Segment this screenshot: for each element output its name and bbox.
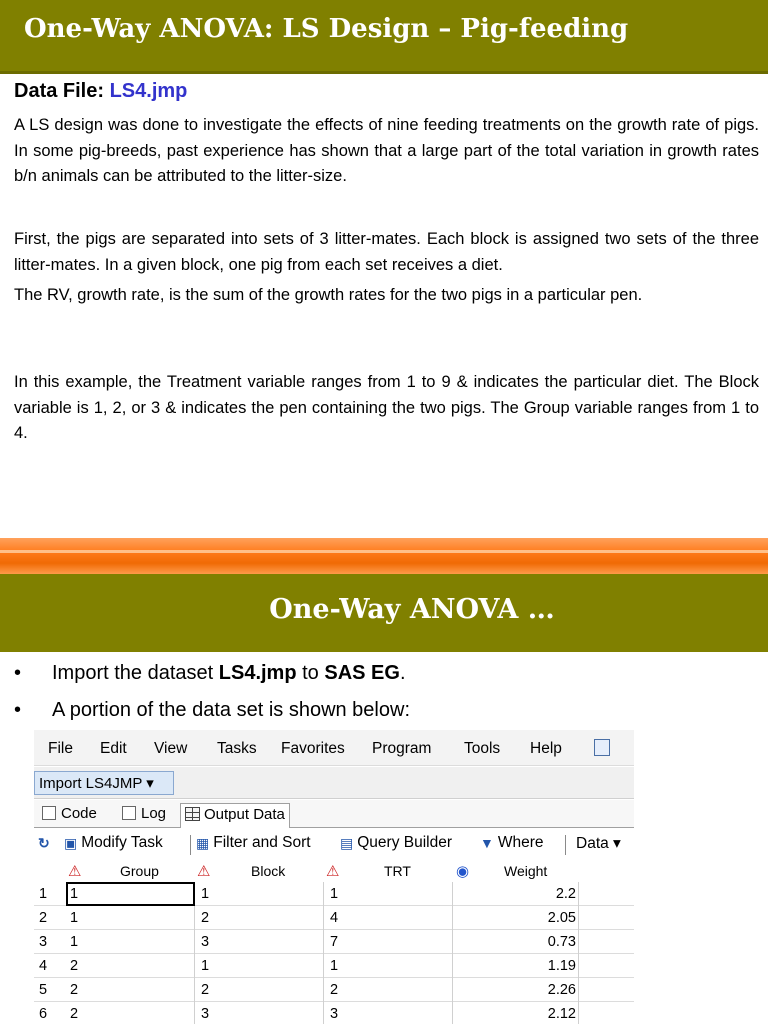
funnel-icon: ▼ [480, 835, 494, 851]
cell-trt[interactable]: 4 [324, 906, 453, 930]
row-number: 5 [39, 982, 48, 998]
paragraph-rv: The RV, growth rate, is the sum of the growth rates for the two pigs in a particular pen. [14, 286, 643, 304]
import-task-button[interactable]: Import LS4JMP ▾ [34, 771, 174, 795]
toolbar-separator [565, 835, 566, 855]
cell-group[interactable]: 1 [66, 906, 195, 930]
tab-output-data[interactable]: Output Data [180, 803, 290, 828]
cell-weight[interactable]: 2.12 [453, 1002, 579, 1024]
output-data-icon [185, 807, 200, 821]
menu-program[interactable]: Program [372, 740, 432, 757]
table-row [34, 906, 634, 930]
table-row [34, 954, 634, 978]
cell-block[interactable]: 2 [195, 978, 324, 1002]
clipboard-icon[interactable] [594, 739, 610, 756]
row-number: 2 [39, 910, 48, 926]
bullet-import: • Import the dataset LS4.jmp to SAS EG. [14, 662, 406, 684]
refresh-icon: ↻ [38, 835, 50, 851]
cell-group[interactable]: 1 [66, 882, 195, 906]
numeric-column-icon: ◉ [456, 863, 470, 880]
cell-trt[interactable]: 1 [324, 954, 453, 978]
bullet-dot: • [14, 699, 22, 721]
cell-block[interactable]: 1 [195, 954, 324, 978]
row-number: 4 [39, 958, 48, 974]
menu-help[interactable]: Help [530, 740, 562, 757]
cell-block[interactable]: 3 [195, 1002, 324, 1024]
cell-weight[interactable]: 1.19 [453, 954, 579, 978]
cell-weight[interactable]: 2.2 [453, 882, 579, 906]
cell-group[interactable]: 2 [66, 1002, 195, 1024]
character-column-icon: ⚠ [197, 863, 211, 880]
menu-edit[interactable]: Edit [100, 740, 127, 757]
slide-divider [0, 538, 768, 574]
data-menu-button[interactable]: Data ▾ [576, 835, 621, 852]
menu-file[interactable]: File [48, 740, 73, 757]
code-icon [42, 806, 56, 820]
cell-block[interactable]: 1 [195, 882, 324, 906]
row-number: 6 [39, 1006, 48, 1022]
cell-group[interactable]: 2 [66, 954, 195, 978]
bullet-portion: • A portion of the data set is shown below: [14, 699, 410, 721]
filter-sort-button[interactable]: ▦ Filter and Sort [196, 834, 311, 851]
cell-block[interactable]: 3 [195, 930, 324, 954]
cell-trt[interactable]: 1 [324, 882, 453, 906]
slide2-title: One-Way ANOVA … [269, 594, 555, 625]
column-header-block[interactable]: Block [251, 863, 286, 879]
cell-group[interactable]: 1 [66, 930, 195, 954]
character-column-icon: ⚠ [68, 863, 82, 880]
data-file-line [14, 80, 187, 103]
tab-strip [34, 800, 634, 828]
filter-sort-icon: ▦ [196, 835, 210, 851]
data-file-label: Data File: [14, 80, 105, 102]
menu-favorites[interactable]: Favorites [281, 740, 345, 757]
data-toolbar [34, 829, 634, 859]
paragraph-variables: In this example, the Treatment variable ranges from 1 to 9 & indicates the particular diet. The Block variable is 1, 2, or 3 & indicates the pen containing the two pigs. The Group variable ranges from 1 to 4. [14, 373, 759, 442]
toolbar-separator [190, 835, 191, 855]
grid-header [34, 860, 634, 882]
table-row [34, 978, 634, 1002]
cell-weight[interactable]: 2.26 [453, 978, 579, 1002]
paragraph-sets: First, the pigs are separated into sets of 3 litter-mates. Each block is assigned two sets of the three litter-mates. In a given block, one pig from each set receives a diet. [14, 230, 759, 274]
paragraph-intro: A LS design was done to investigate the effects of nine feeding treatments on the growth rate of pigs. In some pig-breeds, past experience has shown that a large part of the total variation in growth rates b/n animals can be attributed to the litter-size. [14, 116, 759, 185]
character-column-icon: ⚠ [326, 863, 340, 880]
cell-trt[interactable]: 7 [324, 930, 453, 954]
modify-task-button[interactable]: ▣ Modify Task [64, 834, 163, 851]
tab-log[interactable]: Log [118, 803, 170, 828]
tab-code[interactable]: Code [38, 803, 101, 828]
slide1-title: One-Way ANOVA: LS Design – Pig-feeding [24, 14, 629, 44]
menu-view[interactable]: View [154, 740, 188, 757]
refresh-button[interactable] [38, 834, 54, 852]
column-header-group[interactable]: Group [120, 863, 159, 879]
row-number: 1 [39, 886, 48, 902]
table-row [34, 1002, 634, 1024]
table-row [34, 882, 634, 906]
sas-eg-window [34, 730, 634, 1024]
bullet-dot: • [14, 662, 22, 684]
cell-group[interactable]: 2 [66, 978, 195, 1002]
task-bar [34, 767, 634, 799]
cell-weight[interactable]: 0.73 [453, 930, 579, 954]
query-builder-button[interactable]: ▤ Query Builder [340, 834, 452, 851]
log-icon [122, 806, 136, 820]
where-button[interactable]: ▼ Where [480, 834, 544, 851]
menu-tasks[interactable]: Tasks [217, 740, 257, 757]
menu-bar [34, 730, 634, 766]
data-file-link[interactable]: LS4.jmp [109, 80, 188, 102]
cell-trt[interactable]: 3 [324, 1002, 453, 1024]
row-number: 3 [39, 934, 48, 950]
modify-task-icon: ▣ [64, 835, 78, 851]
table-row [34, 930, 634, 954]
column-header-trt[interactable]: TRT [384, 863, 411, 879]
cell-block[interactable]: 2 [195, 906, 324, 930]
cell-trt[interactable]: 2 [324, 978, 453, 1002]
query-builder-icon: ▤ [340, 835, 354, 851]
column-header-weight[interactable]: Weight [504, 863, 548, 879]
cell-weight[interactable]: 2.05 [453, 906, 579, 930]
menu-tools[interactable]: Tools [464, 740, 501, 757]
